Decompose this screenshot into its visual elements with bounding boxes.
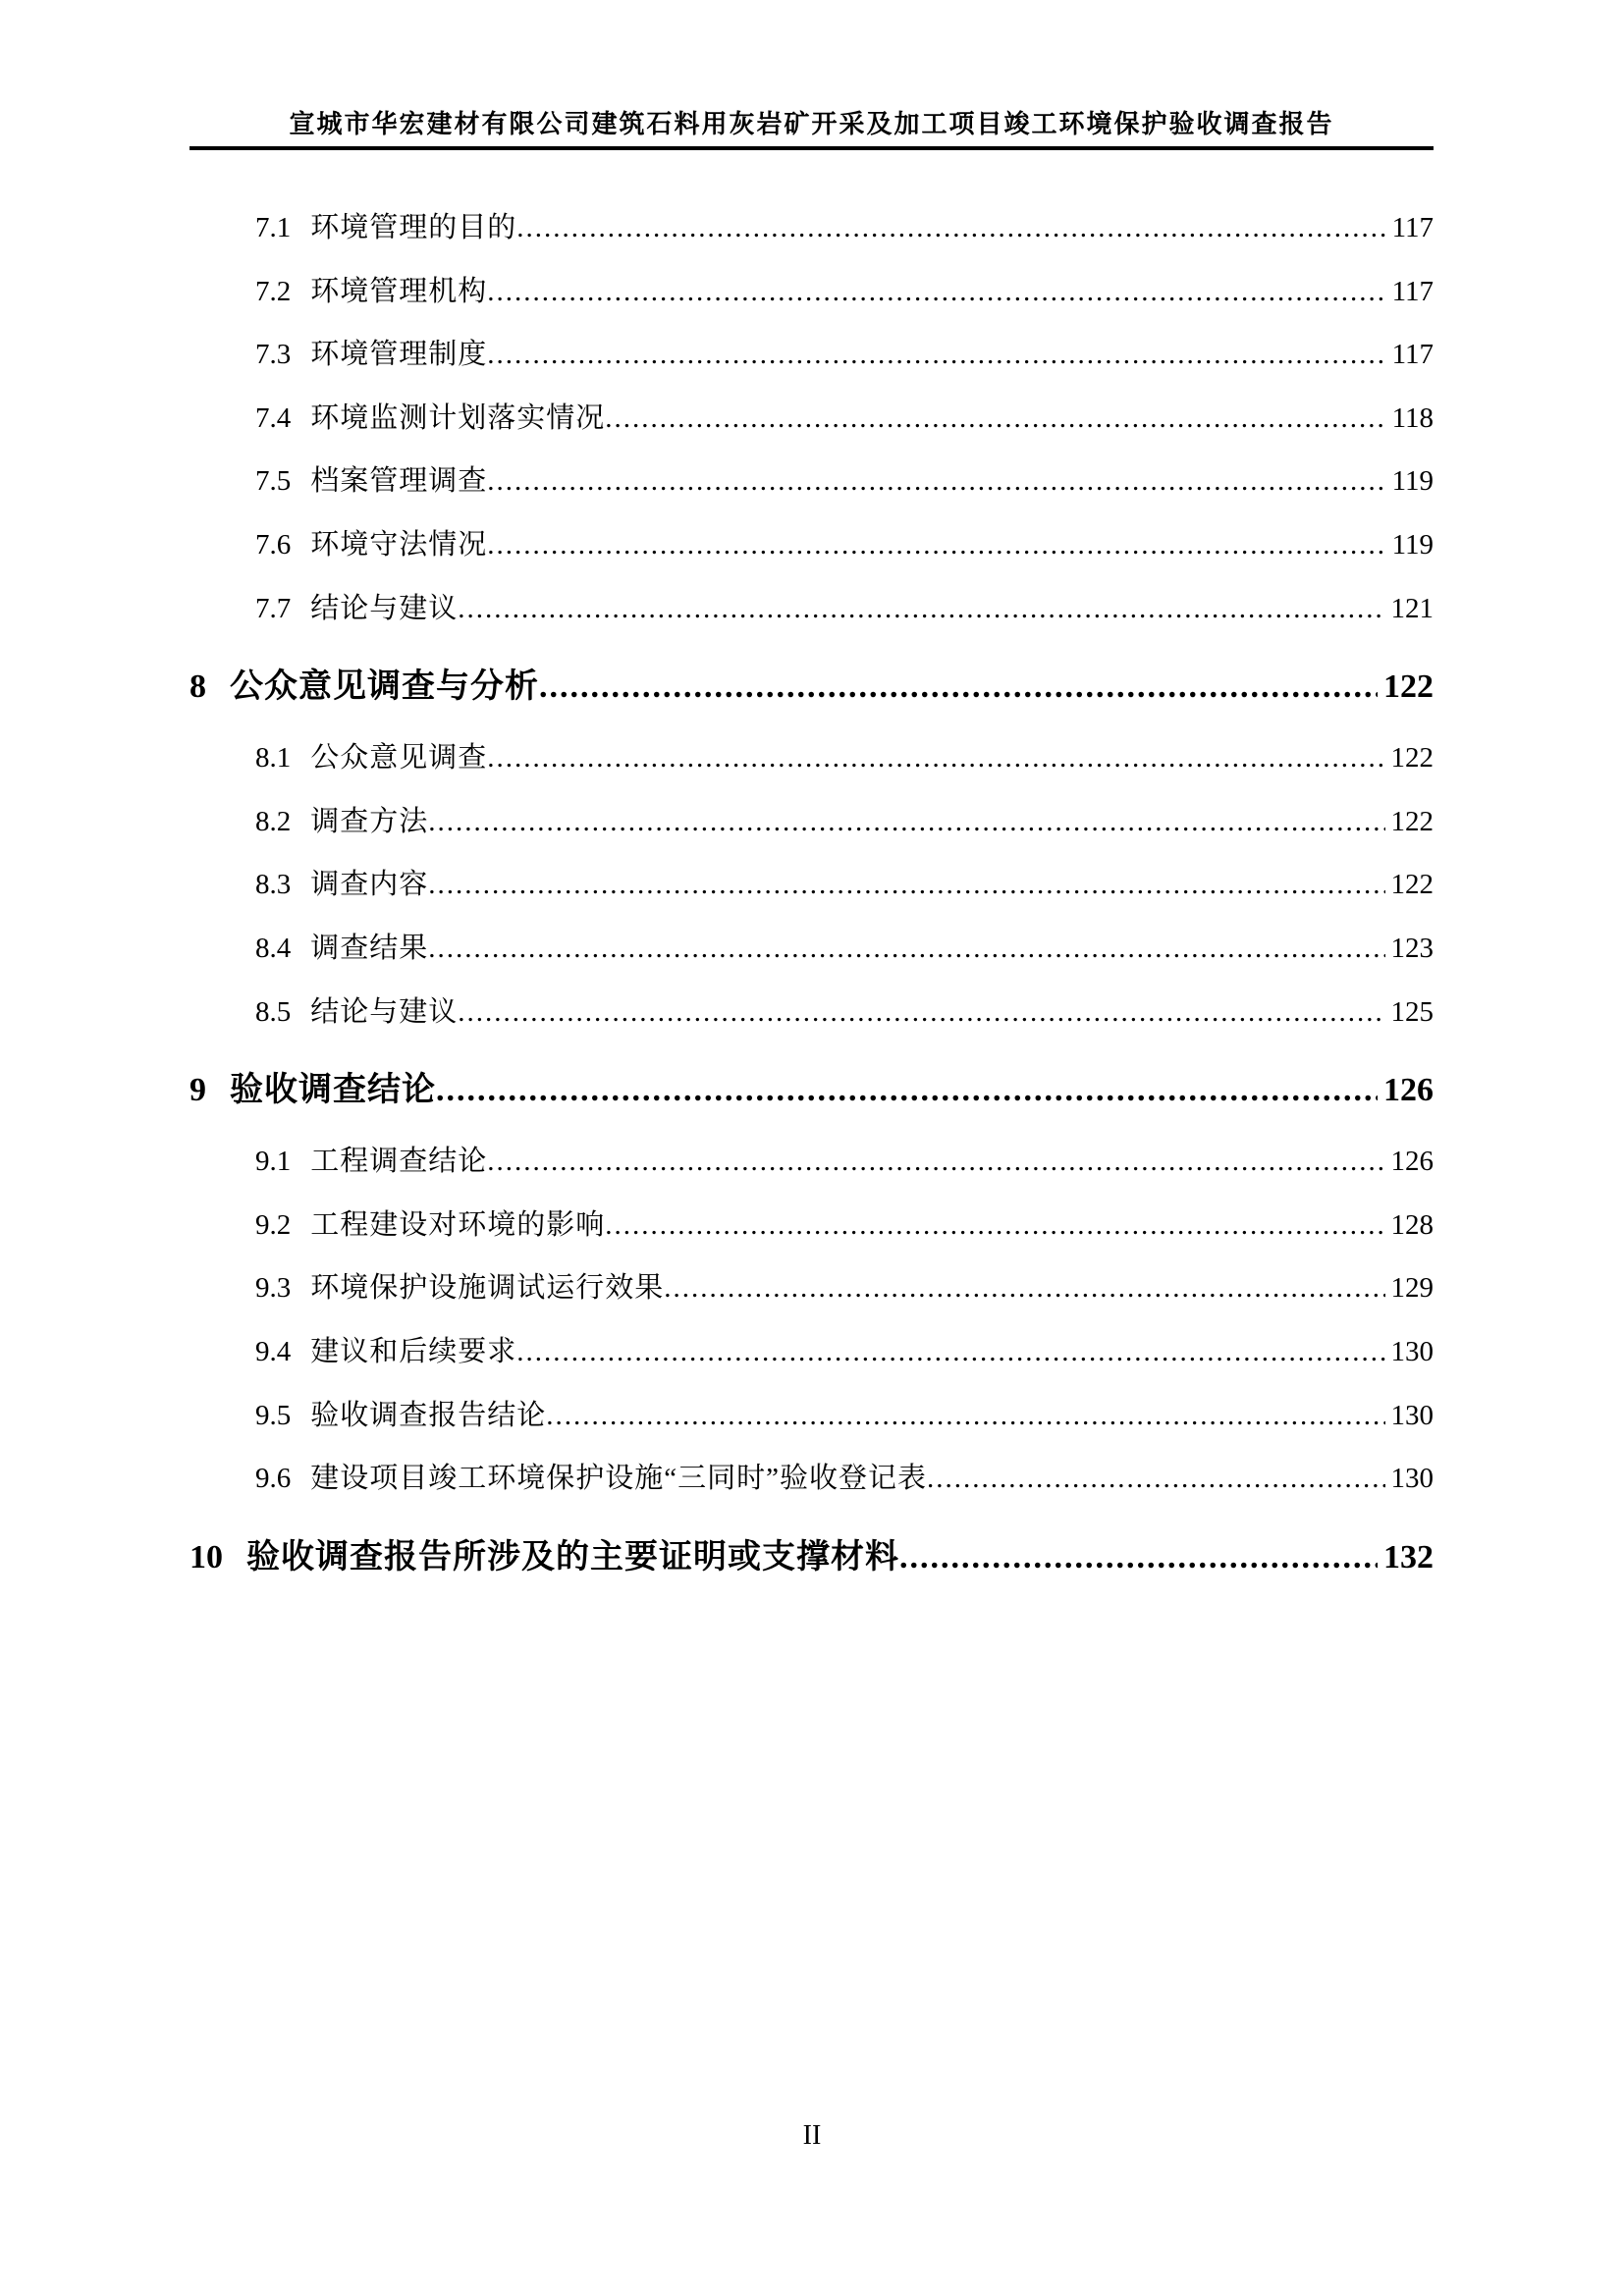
toc-entry-number: 8.5: [255, 995, 292, 1028]
toc-entry-number: 9.6: [255, 1463, 292, 1495]
toc-entry[interactable]: [189, 1320, 1434, 1384]
toc-entry-number: 7.5: [255, 465, 292, 498]
toc-entry[interactable]: [189, 726, 1434, 790]
toc-dot-leader: [458, 981, 1384, 1044]
toc-entry[interactable]: [189, 1130, 1434, 1194]
toc-entry-title: 建议和后续要求: [310, 1335, 517, 1367]
toc-entry-number: 8.4: [255, 932, 292, 964]
toc-entry-page-number: 126: [1383, 1072, 1434, 1109]
toc-entry-title: 环境管理机构: [310, 275, 488, 307]
toc-entry-number: 9.5: [255, 1399, 292, 1431]
toc-entry-page-number: 122: [1390, 742, 1434, 774]
toc-entry-title: 环境管理的目的: [310, 212, 517, 243]
toc-entry[interactable]: [189, 981, 1434, 1044]
toc-entry-title: 公众意见调查与分析: [230, 668, 539, 706]
toc-entry[interactable]: [189, 917, 1434, 981]
toc-entry-page-number: 117: [1391, 339, 1434, 371]
toc-entry-number: 7.1: [255, 212, 292, 243]
toc-dot-leader: [436, 1051, 1378, 1130]
toc-entry-title: 结论与建议: [310, 995, 459, 1028]
toc-entry-number: 9.2: [255, 1208, 292, 1241]
toc-entry-number: 8.2: [255, 805, 292, 837]
toc-entry-number: 7.2: [255, 275, 292, 307]
toc-entry[interactable]: [189, 1051, 1434, 1130]
toc-dot-leader: [487, 726, 1384, 790]
toc-entry-title: 验收调查结论: [230, 1072, 436, 1109]
toc-entry[interactable]: [189, 1384, 1434, 1448]
running-header-title: 宣城市华宏建材有限公司建筑石料用灰岩矿开采及加工项目竣工环境保护验收调查报告: [289, 110, 1334, 138]
toc-entry-page-number: 129: [1390, 1272, 1434, 1305]
toc-entry-title: 结论与建议: [310, 592, 459, 624]
toc-dot-leader: [487, 1130, 1384, 1194]
toc-entry-page-number: 130: [1390, 1399, 1434, 1431]
toc-entry-number: 9.4: [255, 1335, 292, 1367]
toc-dot-leader: [487, 450, 1385, 513]
toc-entry[interactable]: [189, 513, 1434, 577]
toc-entry-page-number: 123: [1390, 932, 1434, 964]
toc-dot-leader: [927, 1447, 1385, 1511]
toc-dot-leader: [428, 853, 1384, 917]
toc-dot-leader: [428, 917, 1384, 981]
toc-entry-page-number: 128: [1390, 1208, 1434, 1241]
toc-entry-number: 8.3: [255, 869, 292, 901]
toc-entry-page-number: 132: [1383, 1538, 1434, 1575]
toc-entry-page-number: 119: [1391, 465, 1434, 498]
toc-entry[interactable]: [189, 1447, 1434, 1511]
toc-entry-title: 工程调查结论: [310, 1146, 488, 1178]
toc-entry-number: 8.1: [255, 742, 292, 774]
toc-entry-title: 验收调查报告所涉及的主要证明或支撑材料: [246, 1538, 899, 1575]
toc-entry-page-number: 125: [1390, 995, 1434, 1028]
toc-entry-page-number: 121: [1390, 592, 1434, 624]
toc-entry-title: 环境保护设施调试运行效果: [310, 1272, 665, 1305]
toc-entry-number: 7.3: [255, 339, 292, 371]
toc-dot-leader: [605, 387, 1385, 451]
toc-entry-page-number: 130: [1390, 1463, 1434, 1495]
toc-entry[interactable]: [189, 1194, 1434, 1257]
toc-dot-leader: [487, 260, 1385, 324]
toc-dot-leader: [458, 577, 1384, 641]
toc-entry-number: 10: [189, 1538, 223, 1575]
toc-dot-leader: [899, 1519, 1378, 1597]
toc-entry[interactable]: [189, 1519, 1434, 1597]
toc-dot-leader: [516, 1320, 1384, 1384]
toc-entry[interactable]: [189, 1256, 1434, 1320]
toc-entry-page-number: 126: [1390, 1146, 1434, 1178]
toc-entry[interactable]: [189, 387, 1434, 451]
toc-entry[interactable]: [189, 450, 1434, 513]
toc-entry-page-number: 118: [1391, 401, 1434, 434]
toc-dot-leader: [487, 513, 1385, 577]
toc-entry-title: 调查内容: [310, 869, 429, 901]
toc-entry-page-number: 119: [1391, 528, 1434, 561]
toc-entry-number: 9.3: [255, 1272, 292, 1305]
toc-entry-title: 调查结果: [310, 932, 429, 964]
toc-entry[interactable]: [189, 577, 1434, 641]
toc-entry-number: 9: [189, 1072, 206, 1109]
toc-dot-leader: [428, 790, 1384, 854]
table-of-contents: [189, 196, 1434, 1597]
toc-entry-title: 建设项目竣工环境保护设施“三同时”验收登记表: [310, 1463, 927, 1495]
toc-entry-number: 7.6: [255, 528, 292, 561]
toc-entry-number: 7.4: [255, 401, 292, 434]
toc-entry-page-number: 122: [1390, 805, 1434, 837]
toc-entry-page-number: 117: [1391, 275, 1434, 307]
toc-dot-leader: [539, 648, 1378, 726]
toc-entry[interactable]: [189, 648, 1434, 726]
toc-entry-page-number: 130: [1390, 1335, 1434, 1367]
toc-entry[interactable]: [189, 853, 1434, 917]
toc-dot-leader: [487, 323, 1385, 387]
toc-dot-leader: [546, 1384, 1384, 1448]
toc-entry-title: 档案管理调查: [310, 465, 488, 498]
toc-dot-leader: [664, 1256, 1384, 1320]
toc-dot-leader: [605, 1194, 1384, 1257]
toc-entry-title: 环境守法情况: [310, 528, 488, 561]
toc-entry-title: 调查方法: [310, 805, 429, 837]
toc-entry-number: 9.1: [255, 1146, 292, 1178]
toc-entry[interactable]: [189, 790, 1434, 854]
toc-entry-page-number: 117: [1391, 212, 1434, 243]
toc-entry-number: 8: [189, 668, 206, 706]
toc-entry-title: 环境监测计划落实情况: [310, 401, 606, 434]
toc-entry-page-number: 122: [1383, 668, 1434, 706]
footer-page-number: II: [802, 2120, 822, 2151]
toc-entry-title: 环境管理制度: [310, 339, 488, 371]
toc-entry-title: 验收调查报告结论: [310, 1399, 547, 1431]
toc-entry-page-number: 122: [1390, 869, 1434, 901]
header-rule: [189, 146, 1434, 150]
toc-entry[interactable]: [189, 196, 1434, 260]
toc-entry-number: 7.7: [255, 592, 292, 624]
toc-entry[interactable]: [189, 260, 1434, 324]
toc-entry-title: 公众意见调查: [310, 742, 488, 774]
toc-entry-title: 工程建设对环境的影响: [310, 1208, 606, 1241]
toc-entry[interactable]: [189, 323, 1434, 387]
toc-dot-leader: [516, 196, 1385, 260]
